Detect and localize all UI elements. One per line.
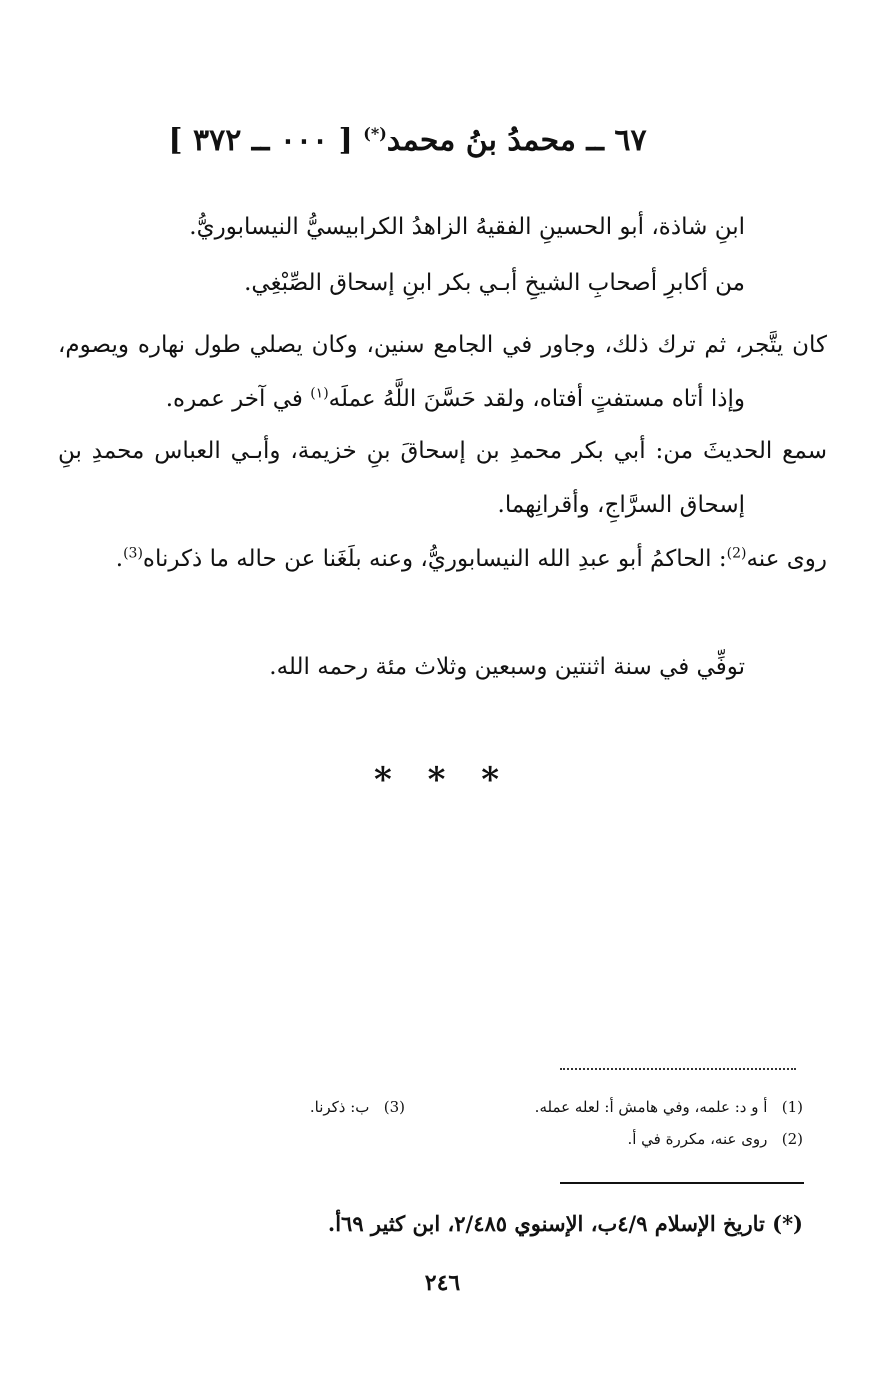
paragraph-death: توفِّي في سنة اثنتين وسبعين وثلاث مئة رحمه الله.	[269, 654, 745, 680]
biography-text-a: كان يتَّجر، ثم ترك ذلك، وجاور في الجامع سنين، وكان يصلي طول نهاره ويصوم، وإذا أتاه مستفتٍ أفتاه، ولقد حَسَّنَ اللَّهُ عملَه	[58, 332, 827, 412]
students-text-c: .	[115, 546, 124, 572]
footnote-2-text: روى عنه، مكررة في أ.	[627, 1130, 768, 1148]
section-separator: * * *	[373, 760, 511, 800]
entry-dates: [ ٠٠٠ ــ ٣٧٢ ]	[168, 123, 353, 158]
source-note: (*) تاريخ الإسلام ٤/٩ب، الإسنوي ٢/٤٨٥، ابن كثير ٦٩أ.	[327, 1211, 803, 1236]
source-divider	[560, 1182, 804, 1184]
footnote-2	[627, 1126, 803, 1152]
entry-note-mark: (*)	[363, 124, 387, 143]
paragraph-students	[58, 532, 827, 586]
footnote-3-number: (3)	[383, 1098, 405, 1116]
footnote-3	[310, 1094, 405, 1120]
paragraph-lineage: ابنِ شاذة، أبو الحسينِ الفقيهُ الزاهدُ الكرابيسيُّ النيسابوريُّ.	[189, 214, 745, 240]
students-text-b: : الحاكمُ أبو عبدِ الله النيسابوريُّ، وعنه بلَغَنا عن حاله ما ذكرناه	[142, 546, 727, 572]
footnote-3-text: ب: ذكرنا.	[309, 1098, 370, 1116]
footnote-ref-3: (3)	[123, 545, 143, 562]
footnote-ref-2: (2)	[726, 545, 747, 562]
paragraph-biography	[58, 318, 827, 426]
footnote-ref-1: (١)	[310, 385, 329, 402]
footnote-2-number: (2)	[781, 1130, 803, 1148]
biography-text-b: في آخر عمره.	[165, 386, 311, 412]
page-number: ٢٤٦	[424, 1270, 461, 1296]
students-text-a: روى عنه	[746, 546, 827, 572]
paragraph-teachers: سمع الحديثَ من: أبي بكر محمدِ بن إسحاقَ بنِ خزيمة، وأبـي العباس محمدِ بنِ إسحاق السرَّاجِ، وأقرانِهما.	[58, 438, 827, 518]
footnote-divider	[560, 1068, 796, 1070]
footnote-1-number: (1)	[781, 1098, 803, 1116]
entry-dash: ــ	[586, 123, 604, 158]
entry-heading	[150, 112, 665, 163]
entry-number: ٦٧	[614, 123, 647, 158]
footnote-1-text: أ و د: علمه، وفي هامش أ: لعله عمله.	[534, 1098, 768, 1116]
footnote-1	[535, 1094, 803, 1120]
paragraph-companions: من أكابرِ أصحابِ الشيخِ أبـي بكر ابنِ إسحاق الصِّبْغِي.	[244, 270, 745, 296]
entry-name: محمدُ بنُ محمد	[386, 123, 576, 158]
